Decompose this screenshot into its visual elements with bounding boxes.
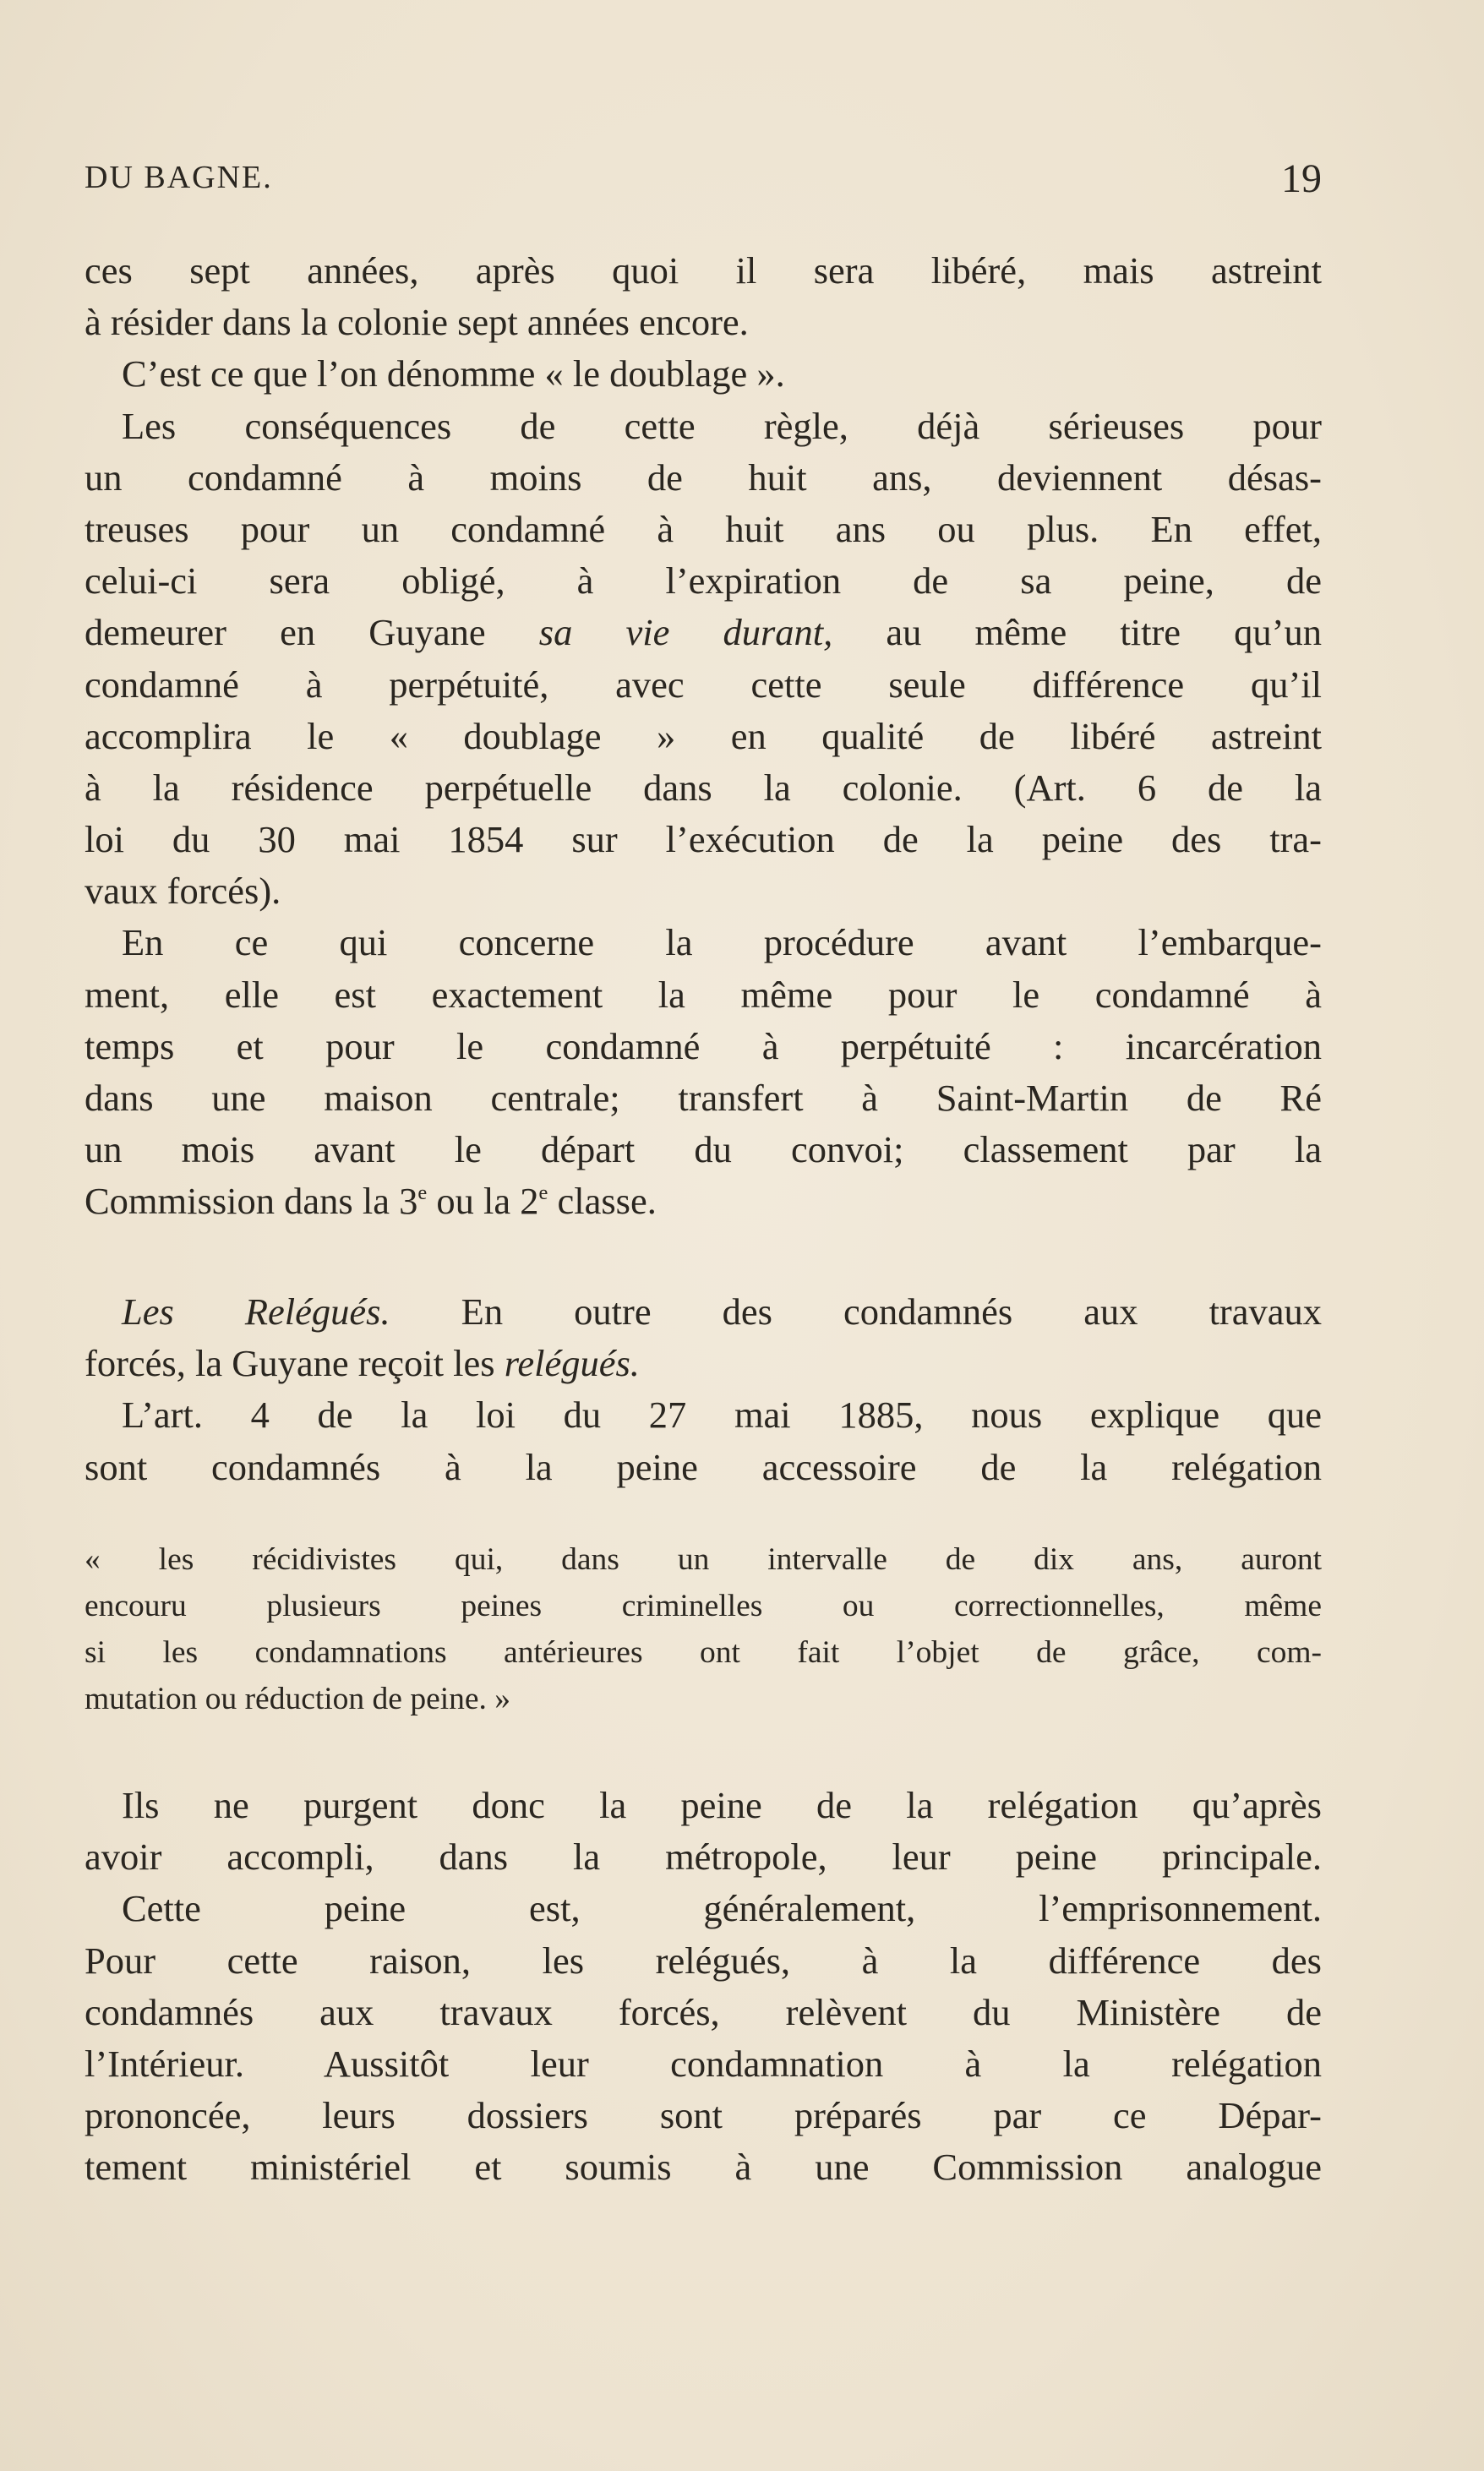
text-line: Les conséquences de cette règle, déjà sérieuses pour <box>122 404 1322 447</box>
running-head: DU BAGNE. <box>85 160 273 195</box>
italic-phrase: relégués. <box>504 1342 640 1385</box>
section-heading: Les Relégués. <box>122 1290 390 1333</box>
text-line <box>85 1175 1322 1227</box>
text-span: En outre des condamnés aux travaux <box>390 1290 1323 1333</box>
text-line <box>85 1286 1322 1338</box>
quote-line: « les récidivistes qui, dans un intervalle de dix ans, auront <box>85 1542 1322 1577</box>
text-line: à résider dans la colonie sept années encore. <box>85 301 749 344</box>
text-line: En ce qui concerne la procédure avant l’embarque- <box>122 921 1322 964</box>
text-block-lower <box>85 1780 1322 2194</box>
italic-phrase: sa vie durant, <box>538 611 833 654</box>
text-line: temps et pour le condamné à perpétuité : incarcération <box>85 1024 1322 1067</box>
text-line: Cette peine est, généralement, l’emprisonnement. <box>122 1887 1322 1930</box>
quote-line: encouru plusieurs peines criminelles ou correctionnelles, même <box>85 1589 1322 1623</box>
text-line: L’art. 4 de la loi du 27 mai 1885, nous explique que <box>122 1394 1322 1437</box>
text-span: classe. <box>548 1180 657 1223</box>
text-line: un mois avant le départ du convoi; classement par la <box>85 1128 1322 1171</box>
text-line: dans une maison centrale; transfert à Saint-Martin de Ré <box>85 1077 1322 1119</box>
text-line: un condamné à moins de huit ans, deviennent désas- <box>85 455 1322 499</box>
text-line: Ils ne purgent donc la peine de la relégation qu’après <box>122 1784 1322 1826</box>
text-line: tement ministériel et soumis à une Commission analogue <box>85 2146 1322 2189</box>
text-span: ou la 2 <box>427 1180 539 1223</box>
text-line: à la résidence perpétuelle dans la colonie. (Art. 6 de la <box>85 766 1322 809</box>
text-line: sont condamnés à la peine accessoire de la relégation <box>85 1445 1322 1488</box>
text-line: vaux forcés). <box>85 870 281 913</box>
text-line: prononcée, leurs dossiers sont préparés par ce Dépar- <box>85 2094 1322 2137</box>
text-line: accomplira le « doublage » en qualité de libéré astreint <box>85 714 1322 757</box>
superscript: e <box>417 1181 428 1205</box>
quote-line: si les condamnations antérieures ont fait l’objet de grâce, com- <box>85 1635 1322 1670</box>
text-span: demeurer en Guyane <box>85 611 539 654</box>
text-block-upper <box>85 245 1322 1228</box>
text-line <box>85 1338 1322 1389</box>
text-line: ces sept années, après quoi il sera libéré, mais astreint <box>85 249 1322 292</box>
text-line: avoir accompli, dans la métropole, leur peine principale. <box>85 1836 1322 1879</box>
text-line: loi du 30 mai 1854 sur l’exécution de la peine des tra- <box>85 818 1322 861</box>
text-line: celui-ci sera obligé, à l’expiration de sa peine, de <box>85 559 1322 603</box>
text-span: au même titre qu’un <box>832 611 1322 654</box>
page-header <box>85 156 1322 210</box>
text-line: condamné à perpétuité, avec cette seule différence qu’il <box>85 663 1322 706</box>
text-block-relegues <box>85 1286 1322 1493</box>
law-quotation <box>85 1536 1322 1722</box>
text-line: condamnés aux travaux forcés, relèvent du Ministère de <box>85 1990 1322 2033</box>
page-number: 19 <box>1281 156 1322 201</box>
text-span: Commission dans la 3 <box>85 1180 418 1223</box>
text-line: treuses pour un condamné à huit ans ou plus. En effet, <box>85 507 1322 550</box>
text-line: C’est ce que l’on dénomme « le doublage ». <box>122 352 785 395</box>
text-line <box>85 607 1322 658</box>
text-span: forcés, la Guyane reçoit les <box>85 1342 505 1385</box>
text-line: ment, elle est exactement la même pour le condamné à <box>85 973 1322 1016</box>
text-line: Pour cette raison, les relégués, à la différence des <box>85 1939 1322 1982</box>
superscript: e <box>538 1181 548 1205</box>
quote-line: mutation ou réduction de peine. » <box>85 1682 511 1716</box>
text-line: l’Intérieur. Aussitôt leur condamnation à la relégation <box>85 2042 1322 2085</box>
